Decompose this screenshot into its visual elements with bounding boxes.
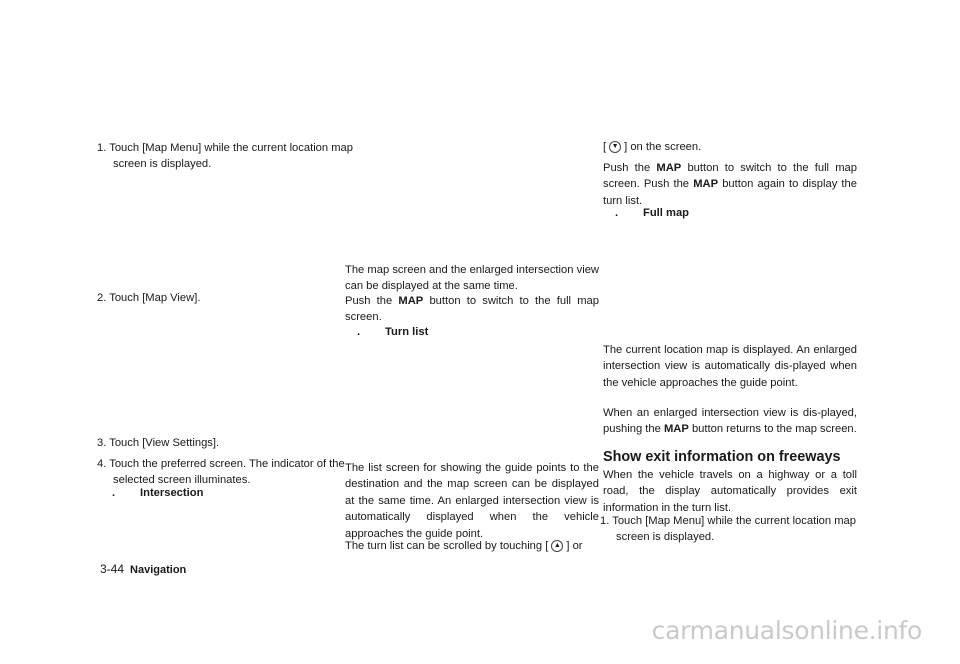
turn-list-scroll-text: The turn list can be scrolled by touching [ ▲ ] or xyxy=(345,540,583,552)
full-map-description: The current location map is displayed. An enlarged intersection view is automatically dis-played when the vehicle approaches the guide point. xyxy=(603,344,857,389)
scroll-up-icon: ▲ xyxy=(551,540,563,552)
scroll-down-icon: ▼ xyxy=(609,141,621,153)
intersection-map-button-text: Push the MAP button to switch to the full map screen. xyxy=(345,295,599,324)
map-button-label: MAP xyxy=(693,178,719,191)
bullet-intersection: . Intersection xyxy=(112,487,204,499)
step-1-map-menu: 1. Touch [Map Menu] while the current location map screen is displayed. xyxy=(97,142,353,171)
section-heading-exit-info: Show exit information on freeways xyxy=(603,449,841,465)
column-right xyxy=(600,0,857,664)
bullet-full-map-label: Full map xyxy=(643,207,689,219)
bullet-turn-list-label: Turn list xyxy=(385,326,429,338)
bullet-full-map: . Full map xyxy=(615,207,689,219)
turn-list-description: The list screen for showing the guide points to the destination and the map screen can be displayed at the same time. An enlarged intersection view is automatically displayed when the vehicle approaches the guide point. xyxy=(345,462,599,540)
map-button-label: MAP xyxy=(656,162,682,174)
turn-list-map-button-text: Push the MAP button to switch to the full map screen. Push the MAP button again to display the turn list. xyxy=(603,162,857,207)
bullet-turn-list: . Turn list xyxy=(357,326,429,338)
map-button-label: MAP xyxy=(663,423,689,436)
exit-info-description: When the vehicle travels on a highway or a toll road, the display automatically provides exit information in the turn list. xyxy=(603,469,857,514)
bullet-intersection-label: Intersection xyxy=(140,487,204,499)
map-button-label: MAP xyxy=(398,295,424,307)
intersection-description: The map screen and the enlarged intersection view can be displayed at the same time. xyxy=(345,264,599,293)
page-number: 3-44 xyxy=(100,562,125,576)
scroll-text-continued: [ ▼ ] on the screen. xyxy=(603,141,702,153)
step-3-view-settings: 3. Touch [View Settings]. xyxy=(97,437,220,449)
step-4-preferred-screen: 4. Touch the preferred screen. The indicator of the selected screen illuminates. xyxy=(97,458,345,487)
column-middle xyxy=(345,0,599,664)
watermark: carmanualsonline.info xyxy=(651,616,922,645)
page-footer xyxy=(100,561,186,578)
exit-step-1-map-menu: 1. Touch [Map Menu] while the current location map screen is displayed. xyxy=(600,515,856,544)
step-2-map-view: 2. Touch [Map View]. xyxy=(97,292,201,304)
section-name: Navigation xyxy=(130,564,187,576)
full-map-map-button-text: When an enlarged intersection view is dis-played, pushing the MAP button returns to the map screen. xyxy=(603,407,857,436)
